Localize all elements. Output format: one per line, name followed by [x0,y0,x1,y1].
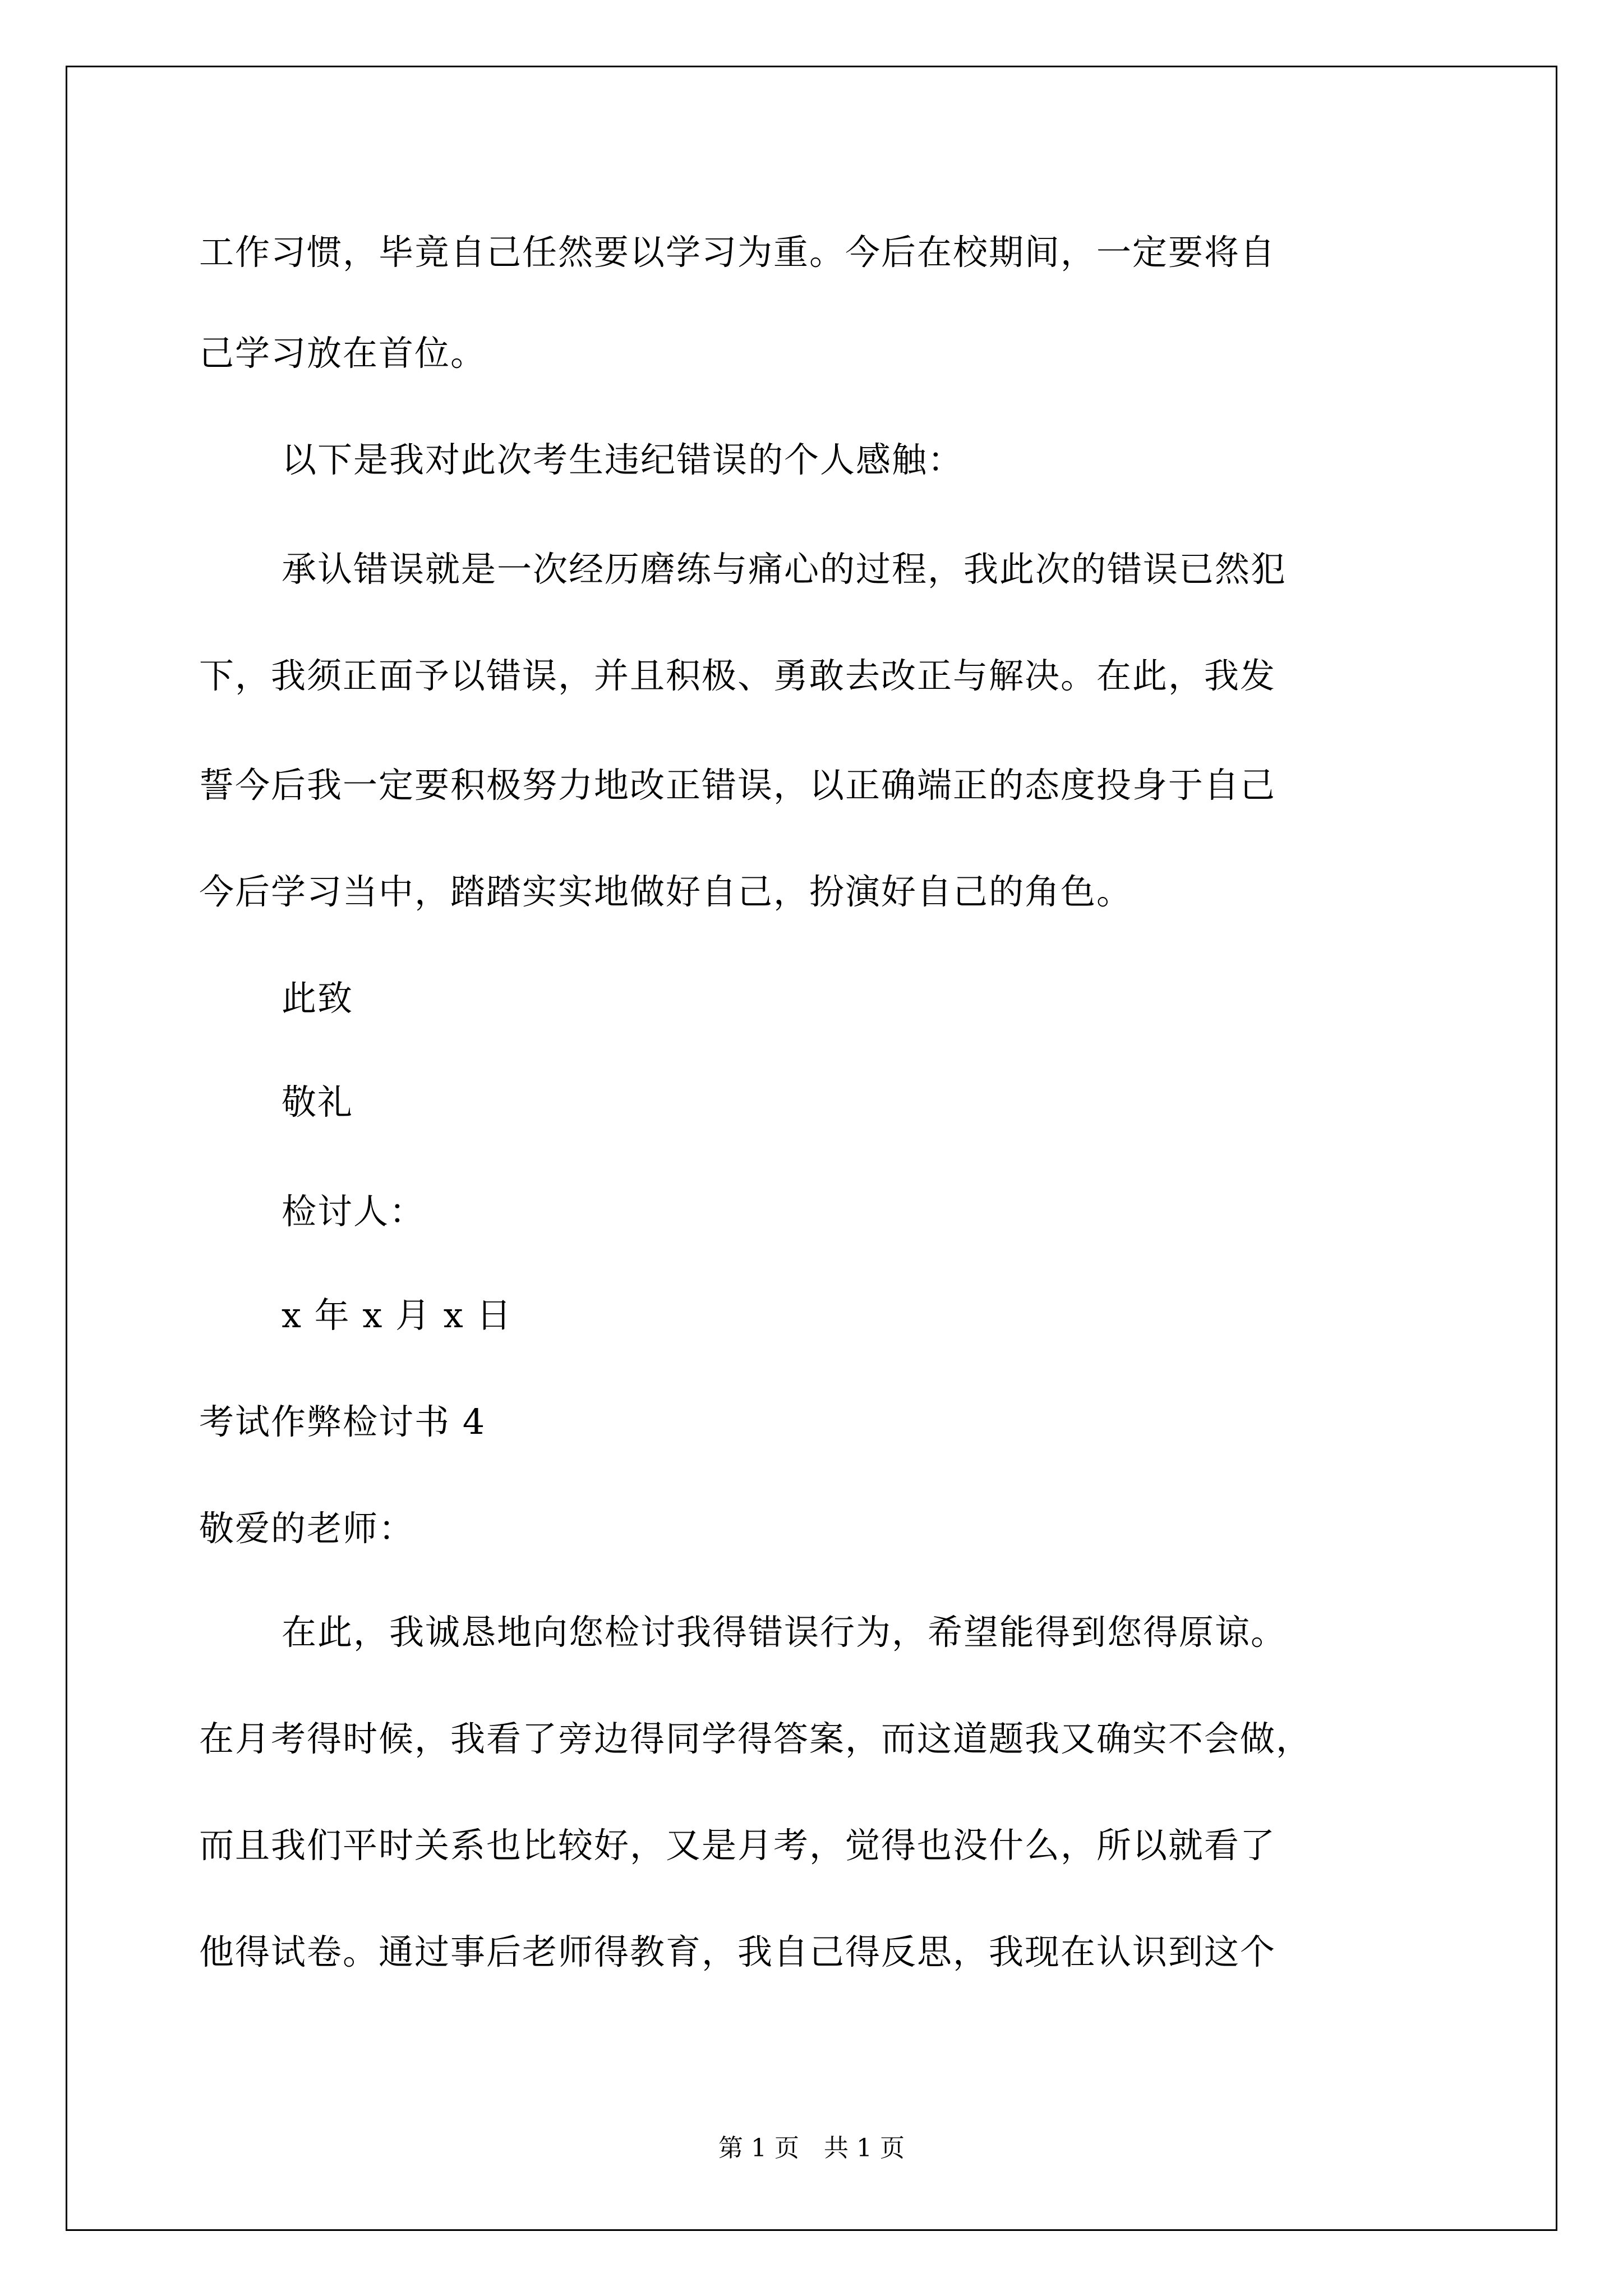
text-line: 在月考得时候，我看了旁边得同学得答案，而这道题我又确实不会做， [199,1718,1312,1759]
page-border [66,66,1557,2231]
text-line: 今后学习当中，踏踏实实地做好自己，扮演好自己的角色。 [199,871,1133,912]
text-line: 此致 [282,978,354,1019]
text-line: 在此，我诚恳地向您检讨我得错误行为，希望能得到您得原谅。 [282,1612,1287,1653]
text-line: 敬礼 [282,1082,354,1122]
section-title: 考试作弊检讨书 4 [199,1401,486,1442]
text-line: x 年 x 月 x 日 [282,1295,513,1336]
text-line: 以下是我对此次考生违纪错误的个人感触： [282,439,964,480]
text-line: 誓今后我一定要积极努力地改正错误，以正确端正的态度投身于自己 [199,765,1276,806]
text-line: 而且我们平时关系也比较好，又是月考，觉得也没什么，所以就看了 [199,1825,1276,1866]
text-line: 承认错误就是一次经历磨练与痛心的过程，我此次的错误已然犯 [282,549,1287,590]
text-line: 工作习惯，毕竟自己任然要以学习为重。今后在校期间，一定要将自 [199,232,1276,273]
salutation: 敬爱的老师： [199,1508,415,1549]
text-line: 己学习放在首位。 [199,333,487,374]
text-line: 下，我须正面予以错误，并且积极、勇敢去改正与解决。在此，我发 [199,655,1276,696]
text-line: 检讨人： [282,1191,426,1232]
page-footer: 第 1 页 共 1 页 [718,2134,905,2162]
text-line: 他得试卷。通过事后老师得教育，我自己得反思，我现在认识到这个 [199,1931,1276,1972]
